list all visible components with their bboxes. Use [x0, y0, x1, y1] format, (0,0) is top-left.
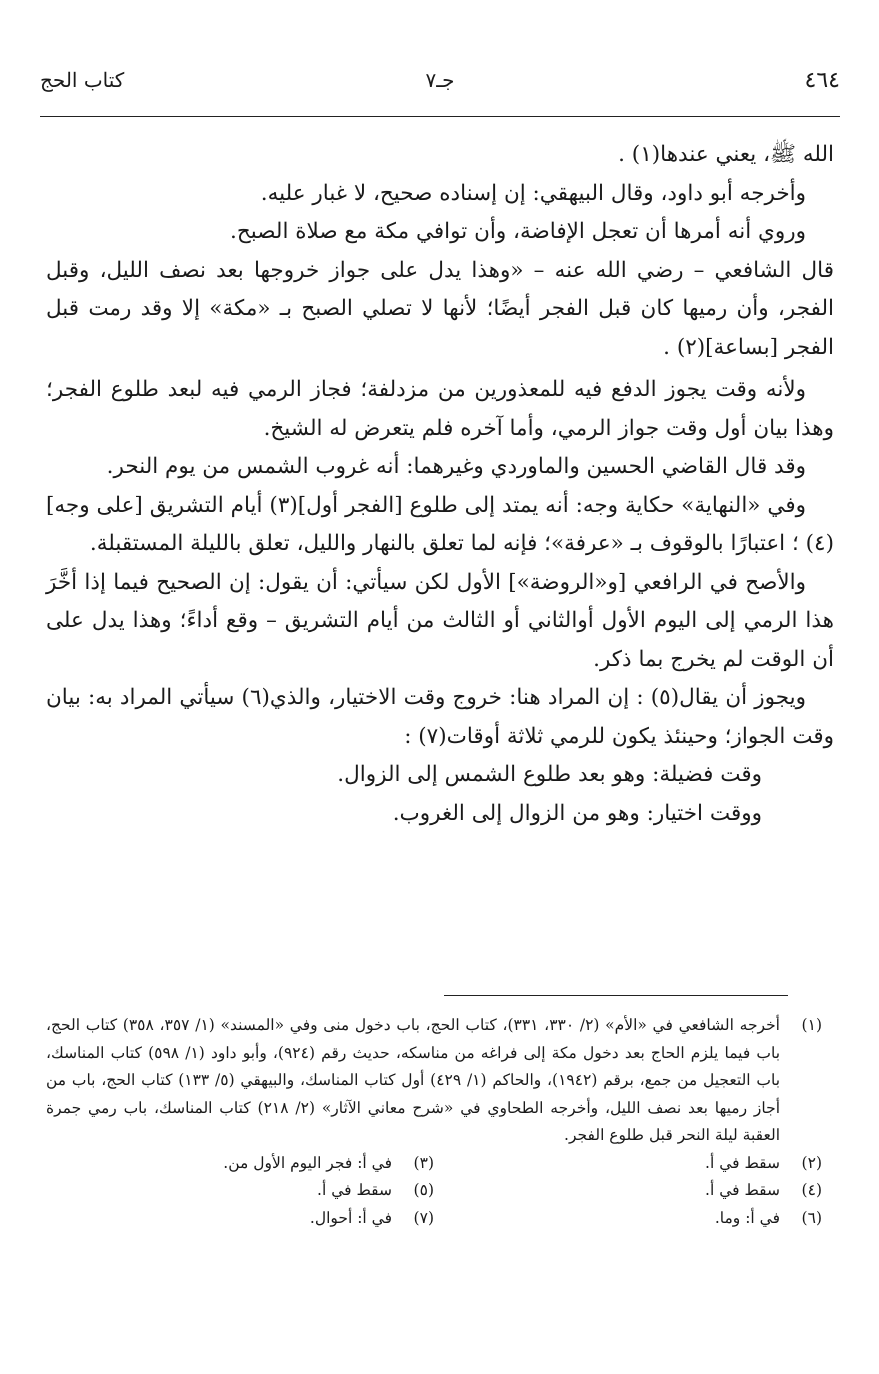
- footnotes: [46, 1012, 822, 1232]
- paragraph: وأخرجه أبو داود، وقال البيهقي: إن إسناده صحيح، لا غبار عليه.: [260, 180, 806, 206]
- footnote-text: سقط في أ.: [705, 1181, 780, 1199]
- paragraph: ووقت اختيار: وهو من الزوال إلى الغروب.: [392, 800, 762, 826]
- running-header: [40, 68, 840, 104]
- book-title: كتاب الحج: [40, 68, 125, 92]
- footnote-number: (١): [801, 1016, 822, 1034]
- paragraph: ويجوز أن يقال(٥) : إن المراد هنا: خروج وقت الاختيار، والذي(٦) سيأتي المراد به: بيان وقت الجواز؛ وحينئذ يكون للرمي ثلاثة أوقات(٧) :: [46, 685, 834, 749]
- footnote-row: [46, 1205, 822, 1233]
- paragraph: وقد قال القاضي الحسين والماوردي وغيرهما: أنه غروب الشمس من يوم النحر.: [106, 454, 806, 479]
- footnote-text: في أ: أحوال.: [309, 1208, 392, 1227]
- footnote-number: (٥): [413, 1181, 434, 1199]
- footnote-number: (٧): [413, 1208, 434, 1227]
- volume-label: جـ٧: [425, 68, 455, 92]
- footnote-text: أخرجه الشافعي في «الأم» (٢/ ٣٣٠، ٣٣١)، كتاب الحج، باب دخول منى وفي «المسند» (١/ ٣٥٧، ٣٥٨) كتاب الحج، باب فيما يلزم الحاج بعد دخول مكة إلى فراغه من مناسكه، حديث رقم (٩٢٤)، وأبو داود (١/ ٥٩٨) كتاب المناسك، باب التعجيل من جمع، برقم (١٩٤٢)، والحاكم (١/ ٤٢٩) أول كتاب المناسك، والبيهقي (٥/ ١٣٣) كتاب الحج، باب من أجاز رميها بعد نصف الليل، وأخرجه الطحاوي في «شرح معاني الآثار» (٢/ ٢١٨) كتاب المناسك، باب رمي جمرة العقبة ليلة النحر قبل طلوع الفجر.: [46, 1016, 781, 1144]
- footnote-row: [46, 1150, 822, 1178]
- footnote-row: [46, 1177, 822, 1205]
- paragraph: ولأنه وقت يجوز الدفع فيه للمعذورين من مزدلفة؛ فجاز الرمي فيه لبعد طلوع الفجر؛ وهذا بيان أول وقت جواز الرمي، وأما آخره فلم يتعرض له الشيخ.: [46, 377, 834, 441]
- footnote-text: سقط في أ.: [705, 1153, 780, 1172]
- footnote-1: [46, 1012, 822, 1150]
- footnote-2: [434, 1150, 822, 1178]
- footnote-4: [434, 1177, 822, 1205]
- paragraph: قال الشافعي – رضي الله عنه – «وهذا يدل على جواز خروجها بعد نصف الليل، وقبل الفجر، وأن رميها كان قبل الفجر أيضًا؛ لأنها لا تصلي الصبح بـ «مكة» إلا وقد رمت قبل الفجر [بساعة](٢) .: [46, 257, 834, 360]
- page-number: ٤٦٤: [804, 68, 840, 93]
- footnote-number: (٣): [413, 1153, 434, 1172]
- footnote-number: (٤): [801, 1181, 822, 1199]
- footnote-rule: [444, 995, 788, 996]
- paragraph: الله ﷺ، يعني عندها(١) .: [618, 142, 834, 167]
- footnote-number: (٢): [801, 1153, 822, 1172]
- paragraph: والأصح في الرافعي [و«الروضة»] الأول لكن سيأتي: أن يقول: إن الصحيح فيما إذا أخَّرَ هذا الرمي إلى اليوم الأول أوالثاني أو الثالث من أيام التشريق – وقع أداءً؛ وهذا يدل على أن الوقت لم يخرج بما ذكر.: [46, 569, 834, 672]
- footnote-5: [46, 1177, 434, 1205]
- footnote-6: [434, 1205, 822, 1233]
- paragraph: وروي أنه أمرها أن تعجل الإفاضة، وأن توافي مكة مع صلاة الصبح.: [230, 219, 806, 244]
- footnote-7: [46, 1205, 434, 1233]
- main-text: [46, 136, 834, 833]
- footnote-text: في أ: فجر اليوم الأول من.: [223, 1153, 392, 1172]
- header-rule: [40, 116, 840, 117]
- paragraph: وفي «النهاية» حكاية وجه: أنه يمتد إلى طلوع [الفجر أول](٣) أيام التشريق [على وجه](٤) ؛ اعتبارًا بالوقوف بـ «عرفة»؛ فإنه لما تعلق بالنهار والليل، تعلق بالليلة المستقبلة.: [46, 492, 834, 556]
- footnote-3: [46, 1150, 434, 1178]
- footnote-text: سقط في أ.: [317, 1181, 392, 1199]
- paragraph: وقت فضيلة: وهو بعد طلوع الشمس إلى الزوال.: [337, 762, 762, 787]
- footnote-number: (٦): [801, 1208, 822, 1227]
- footnote-text: في أ: وما.: [714, 1208, 780, 1227]
